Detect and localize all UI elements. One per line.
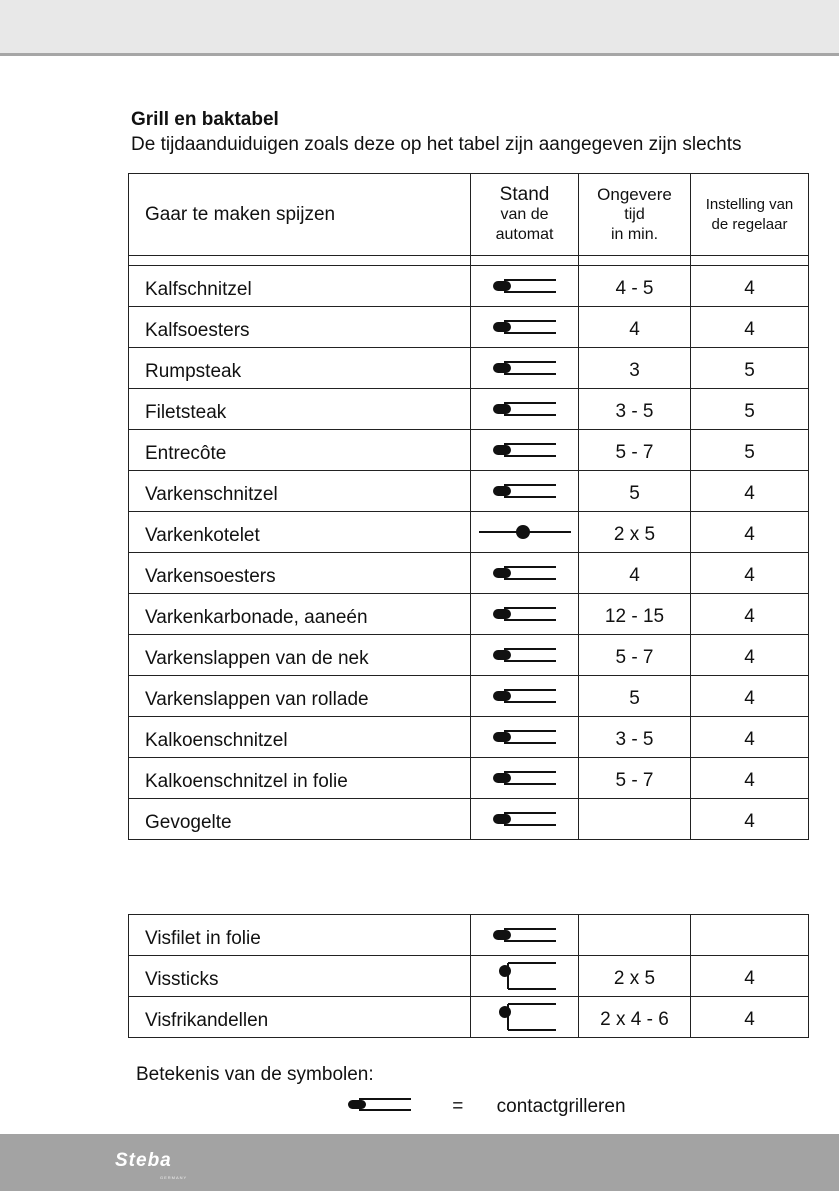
control-setting: 4: [691, 676, 809, 717]
contact-grill-icon: [471, 808, 578, 830]
control-setting: [691, 915, 809, 956]
table-row: [129, 997, 809, 1038]
control-setting: 4: [691, 512, 809, 553]
cook-time: 5 - 7: [579, 635, 691, 676]
legend-contact: contactgrilleren: [496, 1096, 626, 1117]
dish-name: Kalfschnitzel: [129, 266, 471, 307]
cook-time: [579, 915, 691, 956]
contact-grill-icon: [471, 767, 578, 789]
table-row: [129, 717, 809, 758]
fish-table: [128, 914, 809, 1038]
cook-time: 2 x 4 - 6: [579, 997, 691, 1038]
control-setting: 4: [691, 266, 809, 307]
dish-name: Varkenslappen van rollade: [129, 676, 471, 717]
table-row: [129, 956, 809, 997]
header-tijd: Ongevere tijd in min.: [579, 174, 691, 256]
dish-name: Kalkoenschnitzel: [129, 717, 471, 758]
control-setting: 5: [691, 430, 809, 471]
table-row: [129, 430, 809, 471]
contact-grill-icon: [471, 398, 578, 420]
table-row: [129, 799, 809, 840]
contact-grill-icon: [471, 357, 578, 379]
table-row: [129, 389, 809, 430]
control-setting: 4: [691, 471, 809, 512]
dish-name: Varkensoesters: [129, 553, 471, 594]
cook-time: 12 - 15: [579, 594, 691, 635]
control-setting: 4: [691, 956, 809, 997]
control-setting: 4: [691, 553, 809, 594]
cook-time: 4: [579, 553, 691, 594]
dish-name: Kalkoenschnitzel in folie: [129, 758, 471, 799]
control-setting: 4: [691, 997, 809, 1038]
dish-name: Varkenkotelet: [129, 512, 471, 553]
dish-name: Gevogelte: [129, 799, 471, 840]
table-row: [129, 307, 809, 348]
legend-equals: =: [452, 1096, 464, 1117]
page-subtitle: De tijdaanduiduigen zoals deze op het tabel zijn aangegeven zijn slechts: [131, 134, 742, 155]
cook-time: 2 x 5: [579, 512, 691, 553]
cook-time: 5: [579, 676, 691, 717]
contact-grill-icon: [345, 1094, 415, 1120]
contact-grill-icon: [471, 603, 578, 625]
contact-grill-icon: [471, 924, 578, 946]
contact-grill-icon: [471, 685, 578, 707]
control-setting: 4: [691, 758, 809, 799]
steba-logo: Steba: [115, 1150, 172, 1171]
legend-row: [345, 1094, 626, 1120]
table-row: [129, 676, 809, 717]
dish-name: Vissticks: [129, 956, 471, 997]
cook-time: [579, 799, 691, 840]
control-setting: 5: [691, 348, 809, 389]
table-row: [129, 758, 809, 799]
dish-name: Visfrikandellen: [129, 997, 471, 1038]
table-row: [129, 348, 809, 389]
legend-title: Betekenis van de symbolen:: [136, 1064, 374, 1085]
table-row: [129, 512, 809, 553]
control-setting: 4: [691, 635, 809, 676]
dish-name: Kalfsoesters: [129, 307, 471, 348]
dish-name: Visfilet in folie: [129, 915, 471, 956]
cook-time: 5 - 7: [579, 430, 691, 471]
control-setting: 4: [691, 717, 809, 758]
control-setting: 4: [691, 594, 809, 635]
top-bar: [0, 0, 839, 56]
cook-time: 2 x 5: [579, 956, 691, 997]
dish-name: Varkenslappen van de nek: [129, 635, 471, 676]
cook-time: 4 - 5: [579, 266, 691, 307]
table-row: [129, 915, 809, 956]
contact-grill-icon: [471, 726, 578, 748]
table-row: [129, 471, 809, 512]
cook-time: 4: [579, 307, 691, 348]
grill-table: [128, 173, 809, 840]
contact-grill-icon: [471, 480, 578, 502]
contact-grill-icon: [471, 644, 578, 666]
table-row: [129, 635, 809, 676]
dish-name: Varkenkarbonade, aaneén: [129, 594, 471, 635]
header-instelling: Instelling van de regelaar: [691, 174, 809, 256]
dish-name: Filetsteak: [129, 389, 471, 430]
table-header: [129, 174, 809, 256]
raised-grill-icon: [471, 959, 578, 993]
cook-time: 5: [579, 471, 691, 512]
page-title: Grill en baktabel: [131, 109, 279, 130]
raised-grill-icon: [471, 1000, 578, 1034]
contact-grill-icon: [471, 275, 578, 297]
control-setting: 5: [691, 389, 809, 430]
contact-grill-icon: [471, 562, 578, 584]
cook-time: 3 - 5: [579, 389, 691, 430]
open-grill-icon: [471, 521, 578, 543]
contact-grill-icon: [471, 316, 578, 338]
control-setting: 4: [691, 799, 809, 840]
cook-time: 3: [579, 348, 691, 389]
header-stand: Stand van de automat: [471, 174, 579, 256]
control-setting: 4: [691, 307, 809, 348]
table-row: [129, 553, 809, 594]
contact-grill-icon: [471, 439, 578, 461]
cook-time: 5 - 7: [579, 758, 691, 799]
header-name: Gaar te maken spijzen: [129, 174, 471, 256]
cook-time: 3 - 5: [579, 717, 691, 758]
table-row: [129, 266, 809, 307]
dish-name: Entrecôte: [129, 430, 471, 471]
steba-logo-sub: GERMANY: [160, 1175, 188, 1180]
dish-name: Varkenschnitzel: [129, 471, 471, 512]
table-row: [129, 594, 809, 635]
dish-name: Rumpsteak: [129, 348, 471, 389]
